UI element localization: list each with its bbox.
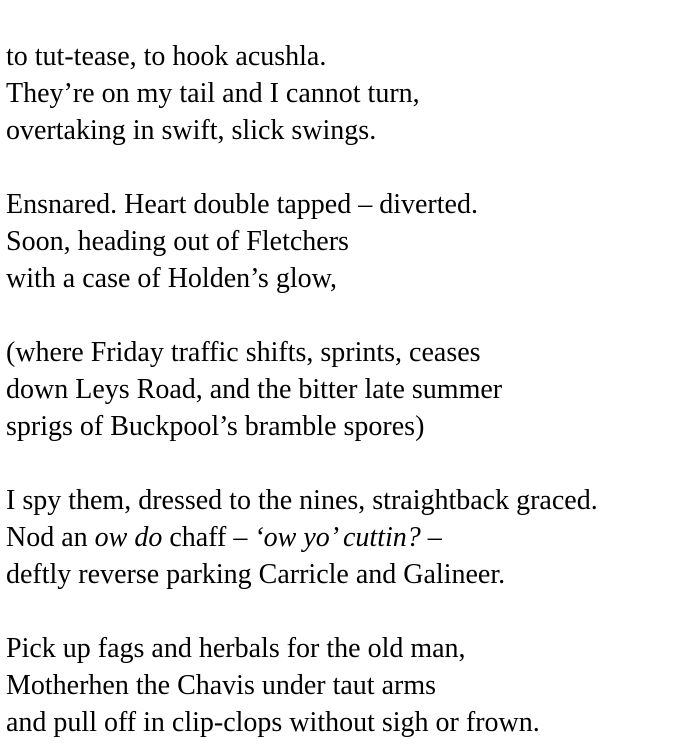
poem-text: [6, 38, 692, 741]
poem-line: (where Friday traffic shifts, sprints, ceases: [6, 337, 481, 368]
poem-line: down Leys Road, and the bitter late summer: [6, 374, 503, 405]
poem-line: and pull off in clip-clops without sigh or frown.: [6, 707, 540, 738]
poem-line: Soon, heading out of Fletchers: [6, 226, 349, 257]
poem-line: They’re on my tail and I cannot turn,: [6, 78, 420, 109]
line-text-suffix: –: [420, 522, 442, 553]
italic-phrase: ow do: [94, 522, 163, 553]
poem-line-mixed: [6, 519, 692, 556]
line-text-middle: chaff –: [162, 522, 255, 553]
poem-line: I spy them, dressed to the nines, straightback graced.: [6, 485, 598, 516]
stanza-1: [6, 38, 692, 149]
stanza-2: [6, 186, 692, 297]
stanza-4: [6, 482, 692, 593]
poem-line: Pick up fags and herbals for the old man,: [6, 633, 466, 664]
italic-phrase: ‘ow yo’ cuttin?: [254, 522, 421, 553]
line-text-prefix: Nod an: [6, 522, 95, 553]
poem-line: Motherhen the Chavis under taut arms: [6, 670, 437, 701]
stanza-5: [6, 630, 692, 741]
poem-line: to tut-tease, to hook acushla.: [6, 41, 327, 72]
poem-line: with a case of Holden’s glow,: [6, 263, 337, 294]
stanza-3: [6, 334, 692, 445]
poem-line: sprigs of Buckpool’s bramble spores): [6, 411, 425, 442]
poem-line: deftly reverse parking Carricle and Galineer.: [6, 559, 506, 590]
poem-line: overtaking in swift, slick swings.: [6, 115, 377, 146]
poem-line: Ensnared. Heart double tapped – diverted.: [6, 189, 478, 220]
